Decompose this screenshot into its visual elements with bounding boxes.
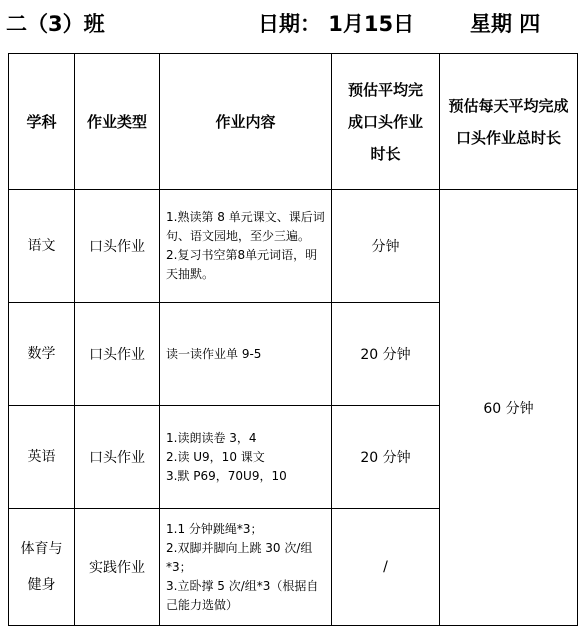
content-cell [160,406,332,509]
header-type: 作业类型 [75,54,160,190]
homework-table [8,53,578,626]
subject-cell: 英语 [9,406,75,509]
time-cell: 20 分钟 [332,303,440,406]
weekday-label: 星期 四 [470,12,541,36]
date-label: 日期： 1月15日 [258,12,415,36]
content-line: 1.熟读第 8 单元课文、课后词句、语文园地，至少三遍。 [166,210,325,243]
content-line: 2.双脚并脚向上跳 30 次/组*3； [166,540,313,574]
page-header [0,0,584,50]
header-subject: 学科 [9,54,75,190]
subject-cell: 语文 [9,190,75,303]
header-content: 作业内容 [160,54,332,190]
table-row [9,190,578,303]
time-cell: 20 分钟 [332,406,440,509]
time-cell: 分钟 [332,190,440,303]
type-cell: 实践作业 [75,509,160,626]
content-cell [160,509,332,626]
content-line: 3.默 P69，70U9，10 [166,468,287,483]
content-cell [160,190,332,303]
header-total-time: 预估每天平均完成口头作业总时长 [440,54,578,190]
subject-cell: 体育与健身 [9,509,75,626]
table-header-row [9,54,578,190]
class-name: 二（3）班 [6,12,105,36]
type-cell: 口头作业 [75,406,160,509]
content-line: 2.读 U9，10 课文 [166,449,265,464]
content-line: 1.读朗读卷 3，4 [166,430,257,445]
type-cell: 口头作业 [75,303,160,406]
time-cell: / [332,509,440,626]
content-line: 2.复习书空第8单元词语，明天抽默。 [166,248,318,281]
subject-cell: 数学 [9,303,75,406]
content-line: 读一读作业单 9-5 [166,346,262,361]
type-cell: 口头作业 [75,190,160,303]
content-line: 1.1 分钟跳绳*3； [166,521,263,536]
content-cell [160,303,332,406]
content-line: 3.立卧撑 5 次/组*3（根据自己能力选做） [166,578,319,612]
total-time-cell: 60 分钟 [440,190,578,626]
header-avg-time: 预估平均完成口头作业时长 [332,54,440,190]
